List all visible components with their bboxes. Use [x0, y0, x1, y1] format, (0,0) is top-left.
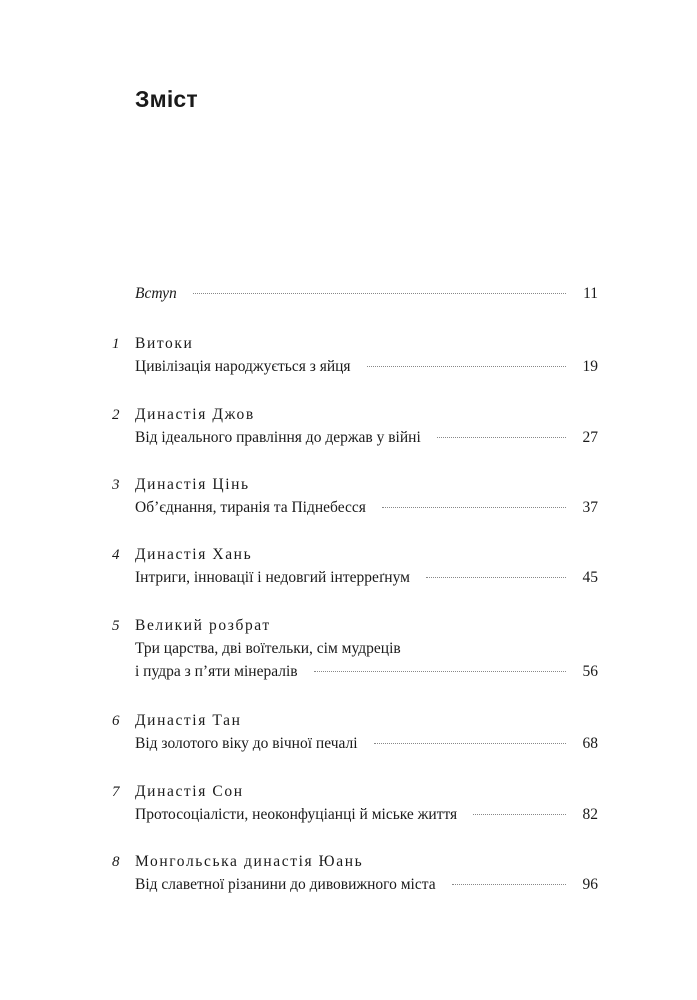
chapter-number: 8: [112, 854, 120, 870]
chapter-heading[interactable]: Династія Джов: [135, 406, 255, 423]
dot-leader: [367, 366, 566, 367]
chapter-page-number: 82: [582, 806, 598, 823]
chapter-subtitle: і пудра з п’яти мінералів: [135, 663, 298, 680]
chapter-heading[interactable]: Витоки: [135, 335, 194, 352]
chapter-number: 2: [112, 407, 120, 423]
page-title: Зміст: [135, 86, 198, 112]
dot-leader: [437, 437, 566, 438]
chapter-subtitle: Об’єднання, тиранія та Піднебесся: [135, 499, 366, 516]
chapter-page-number: 19: [582, 358, 598, 375]
toc-entry-chapter-8[interactable]: [135, 875, 598, 895]
dot-leader: [382, 507, 566, 508]
toc-entry-intro[interactable]: [135, 284, 598, 304]
chapter-page-number: 37: [582, 499, 598, 516]
chapter-heading[interactable]: Великий розбрат: [135, 617, 271, 634]
chapter-page-number: 68: [582, 735, 598, 752]
toc-entry-chapter-1[interactable]: [135, 357, 598, 377]
chapter-heading[interactable]: Династія Хань: [135, 546, 253, 563]
chapter-subtitle: Інтриги, інновації і недовгий інтерреґнум: [135, 569, 410, 586]
chapter-heading[interactable]: Монгольська династія Юань: [135, 853, 364, 870]
dot-leader: [314, 671, 566, 672]
dot-leader: [193, 293, 566, 294]
chapter-page-number: 56: [582, 663, 598, 680]
dot-leader: [473, 814, 566, 815]
intro-label: Вступ: [135, 285, 177, 302]
toc-entry-chapter-6[interactable]: [135, 734, 598, 754]
chapter-subtitle-line1: Три царства, дві воїтельки, сім мудреців: [135, 640, 401, 657]
chapter-heading[interactable]: Династія Цінь: [135, 476, 250, 493]
chapter-page-number: 96: [582, 876, 598, 893]
chapter-subtitle: Від золотого віку до вічної печалі: [135, 735, 358, 752]
chapter-page-number: 45: [582, 569, 598, 586]
chapter-heading[interactable]: Династія Сон: [135, 783, 244, 800]
chapter-number: 3: [112, 477, 120, 493]
chapter-subtitle: Цивілізація народжується з яйця: [135, 358, 351, 375]
dot-leader: [374, 743, 566, 744]
chapter-number: 6: [112, 713, 120, 729]
dot-leader: [452, 884, 566, 885]
chapter-number: 4: [112, 547, 120, 563]
toc-entry-chapter-7[interactable]: [135, 805, 598, 825]
chapter-subtitle: Протосоціалісти, неоконфуціанці й міське життя: [135, 806, 458, 823]
chapter-number: 1: [112, 336, 120, 352]
chapter-subtitle: Від ідеального правління до держав у війні: [135, 429, 421, 446]
dot-leader: [426, 577, 566, 578]
toc-entry-chapter-2[interactable]: [135, 428, 598, 448]
toc-entry-chapter-3[interactable]: [135, 498, 598, 518]
chapter-heading[interactable]: Династія Тан: [135, 712, 242, 729]
toc-entry-chapter-5[interactable]: [135, 662, 598, 682]
toc-entry-chapter-4[interactable]: [135, 568, 598, 588]
chapter-number: 5: [112, 618, 120, 634]
chapter-subtitle: Від славетної різанини до дивовижного міста: [135, 876, 436, 893]
chapter-number: 7: [112, 784, 120, 800]
intro-page-number: 11: [583, 285, 598, 302]
chapter-page-number: 27: [582, 429, 598, 446]
